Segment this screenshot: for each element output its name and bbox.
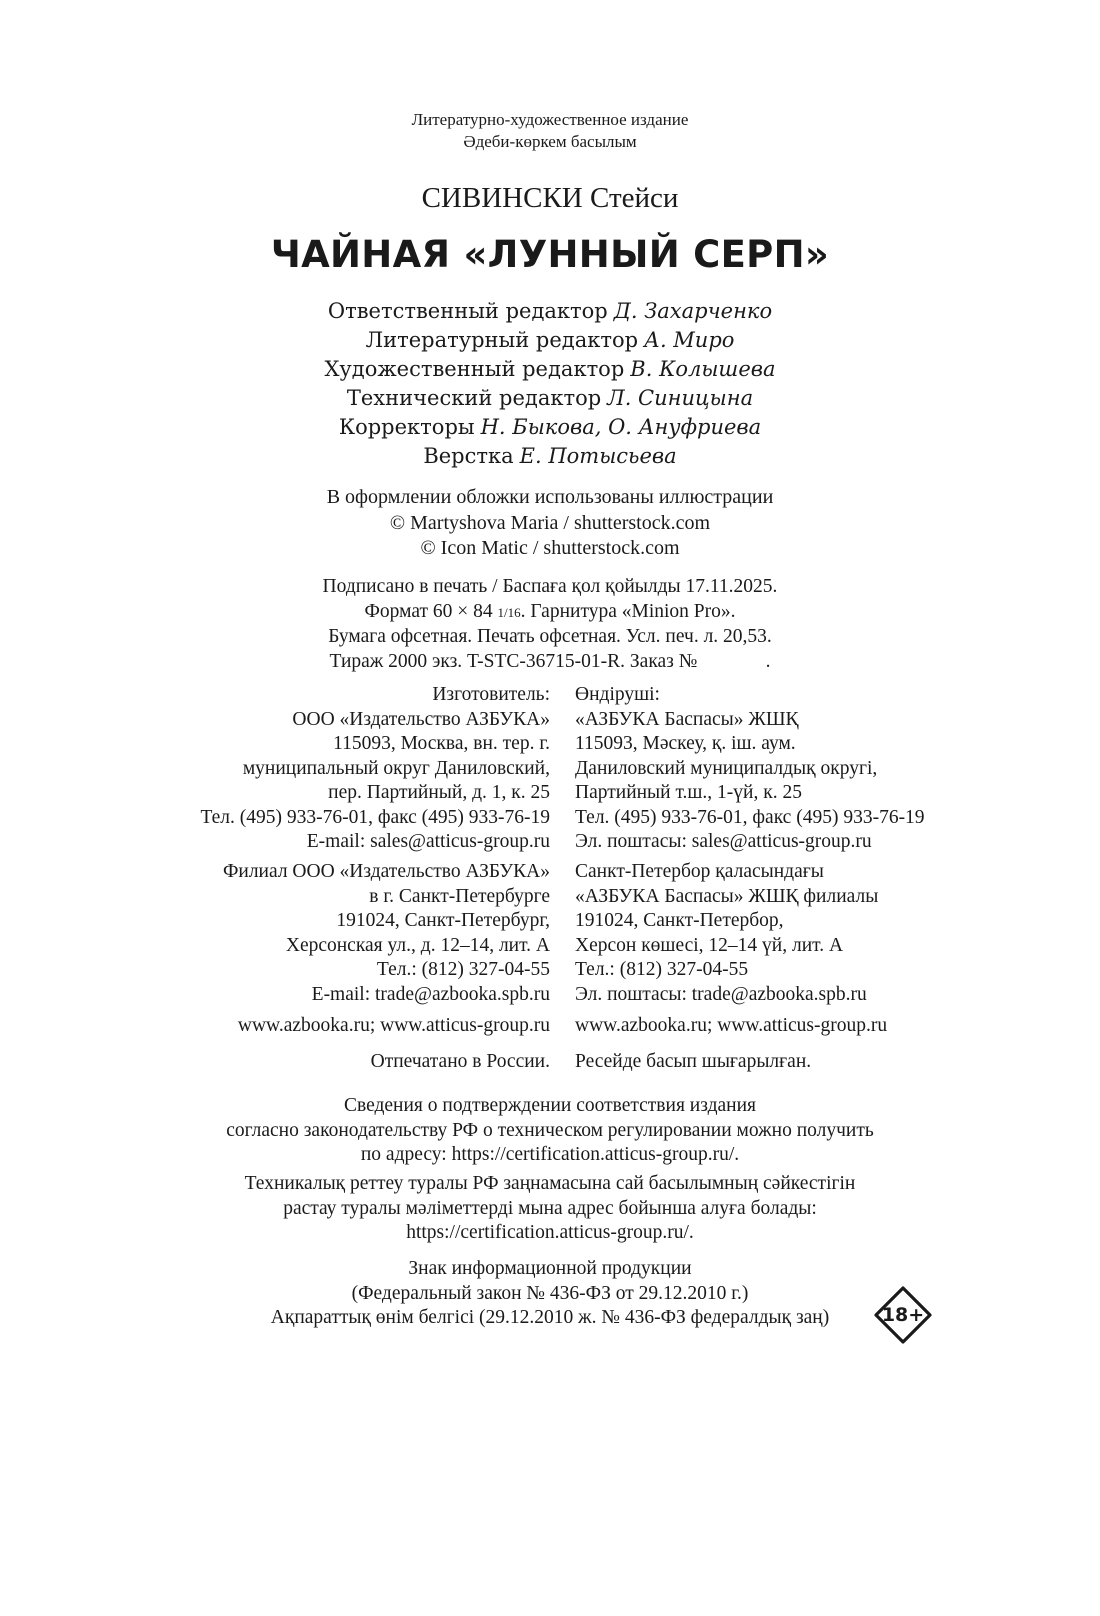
edition-header <box>0 109 1100 153</box>
info-sign-line: (Федеральный закон № 436-ФЗ от 29.12.2010 г.) <box>351 1282 749 1304</box>
signed-to-print: Подписано в печать / Баспаға қол қойылды 17.11.2025. <box>322 576 778 597</box>
certification-kz-line: https://certification.atticus-group.ru/. <box>406 1222 694 1243</box>
cover-note-line: © Martyshova Maria / shutterstock.com <box>389 511 711 534</box>
credit-line <box>0 442 1100 471</box>
manufacturer-kz-line: Даниловский муниципалдық округі, <box>575 757 878 779</box>
manufacturer-kz-line: Партийный т.ш., 1-үй, к. 25 <box>575 782 802 803</box>
branch-kz-line: «АЗБУКА Баспасы» ЖШҚ филиалы <box>575 885 879 907</box>
format-suffix: . Гарнитура «Minion Pro». <box>520 600 736 622</box>
branch-ru-line: 191024, Санкт-Петербург, <box>336 910 550 931</box>
info-sign-line: Ақпараттық өнім белгісі (29.12.2010 ж. № 436-ФЗ федералдық заң) <box>270 1307 830 1328</box>
branch-kz <box>575 860 878 1007</box>
credit-line <box>0 384 1100 413</box>
credit-name: Е. Потысьева <box>519 444 677 468</box>
branch-kz-line: Херсон көшесі, 12–14 үй, лит. А <box>575 934 844 956</box>
manufacturer-ru-email: E-mail: sales@atticus-group.ru <box>306 831 550 852</box>
branch-kz-line: Санкт-Петербор қаласындағы <box>575 861 824 882</box>
cover-illustration-note <box>0 485 1100 562</box>
manufacturer-kz <box>575 683 925 855</box>
branch-ru-email: E-mail: trade@azbooka.spb.ru <box>311 983 550 1005</box>
websites-ru: www.azbooka.ru; www.atticus-group.ru <box>237 1015 550 1036</box>
manufacturer-kz-line: 115093, Мәскеу, қ. іш. аум. <box>575 733 796 754</box>
credit-line <box>0 326 1100 355</box>
printed-in-kz: Ресейде басып шығарылған. <box>575 1051 812 1072</box>
certification-kz <box>0 1172 1100 1246</box>
branch-ru-line: Херсонская ул., д. 12–14, лит. А <box>285 934 550 956</box>
info-sign-line: Знак информационной продукции <box>408 1258 692 1279</box>
printed-in-ru: Отпечатано в России. <box>370 1051 550 1072</box>
websites-kz: www.azbooka.ru; www.atticus-group.ru <box>575 1015 888 1036</box>
certification-ru <box>0 1094 1100 1168</box>
manufacturer-ru <box>200 683 550 855</box>
manufacturer-ru-line: муниципальный округ Даниловский, <box>242 757 550 779</box>
print-run-line: Тираж 2000 экз. T-STC-36715-01-R. Заказ № . <box>329 650 771 672</box>
format-line <box>0 600 1100 626</box>
credit-name: А. Миро <box>644 328 735 352</box>
age-rating-badge <box>873 1285 933 1345</box>
manufacturer-kz-email: Эл. поштасы: sales@atticus-group.ru <box>575 831 872 852</box>
credit-line <box>0 413 1100 442</box>
age-rating-text: 18+ <box>881 1304 925 1326</box>
manufacturer-ru-line: ООО «Издательство АЗБУКА» <box>292 708 550 730</box>
certification-ru-line: по адресу: https://certification.atticus-group.ru/. <box>360 1144 740 1165</box>
credits-list <box>0 297 1100 471</box>
edition-type-ru: Литературно-художественное издание <box>411 110 689 129</box>
certification-kz-line: Техникалық реттеу туралы РФ заңнамасына сай басылымның сәйкестігін <box>244 1173 856 1194</box>
branch-kz-line: Тел.: (812) 327-04-55 <box>575 959 749 980</box>
cover-note-line: © Icon Matic / shutterstock.com <box>420 537 680 559</box>
branch-ru-line: Тел.: (812) 327-04-55 <box>376 959 550 980</box>
credit-role: Ответственный редактор <box>327 299 608 323</box>
paper-line: Бумага офсетная. Печать офсетная. Усл. печ. л. 20,53. <box>328 626 772 647</box>
format-prefix: Формат 60 × 84 <box>364 600 498 622</box>
manufacturer-ru-line: пер. Партийный, д. 1, к. 25 <box>328 782 550 803</box>
credit-role: Технический редактор <box>346 386 602 410</box>
format-fraction: 1/16 <box>497 604 521 620</box>
credit-role: Художественный редактор <box>324 357 625 381</box>
credit-role: Корректоры <box>338 415 475 439</box>
branch-ru-line: Филиал ООО «Издательство АЗБУКА» <box>222 861 550 882</box>
manufacturer-ru-line: Тел. (495) 933-76-01, факс (495) 933-76-19 <box>200 806 550 828</box>
manufacturer-kz-line: Тел. (495) 933-76-01, факс (495) 933-76-19 <box>575 806 925 828</box>
print-info <box>0 575 1100 674</box>
manufacturer-kz-line: «АЗБУКА Баспасы» ЖШҚ <box>575 708 799 730</box>
credit-name: Д. Захарченко <box>613 299 773 323</box>
manufacturer-ru-line: 115093, Москва, вн. тер. г. <box>333 733 550 754</box>
certification-ru-line: Сведения о подтверждении соответствия издания <box>343 1095 756 1116</box>
credit-name: В. Колышева <box>630 357 776 381</box>
cover-note-line: В оформлении обложки использованы иллюстрации <box>326 486 774 508</box>
branch-kz-email: Эл. поштасы: trade@azbooka.spb.ru <box>575 983 867 1005</box>
manufacturer-kz-line: Өндіруші: <box>575 684 660 705</box>
branch-ru-line: в г. Санкт-Петербурге <box>369 885 550 907</box>
info-product-sign <box>0 1257 1100 1331</box>
credit-role: Литературный редактор <box>365 328 639 352</box>
certification-kz-line: растау туралы мәліметтерді мына адрес бойынша алуға болады: <box>283 1197 817 1219</box>
author-name: СИВИНСКИ Стейси <box>421 182 679 214</box>
credit-line <box>0 355 1100 384</box>
credit-name: Л. Синицына <box>607 386 754 410</box>
credit-name: Н. Быкова, О. Ануфриева <box>480 415 762 439</box>
branch-kz-line: 191024, Санкт-Петербор, <box>575 910 784 931</box>
book-title: ЧАЙНАЯ «ЛУННЫЙ СЕРП» <box>270 233 830 276</box>
manufacturer-ru-line: Изготовитель: <box>432 684 550 705</box>
edition-type-kz: Әдеби-көркем басылым <box>463 132 637 151</box>
credit-line <box>0 297 1100 326</box>
certification-ru-line: согласно законодательству РФ о техническом регулировании можно получить <box>226 1119 874 1141</box>
credit-role: Верстка <box>423 444 514 468</box>
branch-ru <box>223 860 550 1007</box>
